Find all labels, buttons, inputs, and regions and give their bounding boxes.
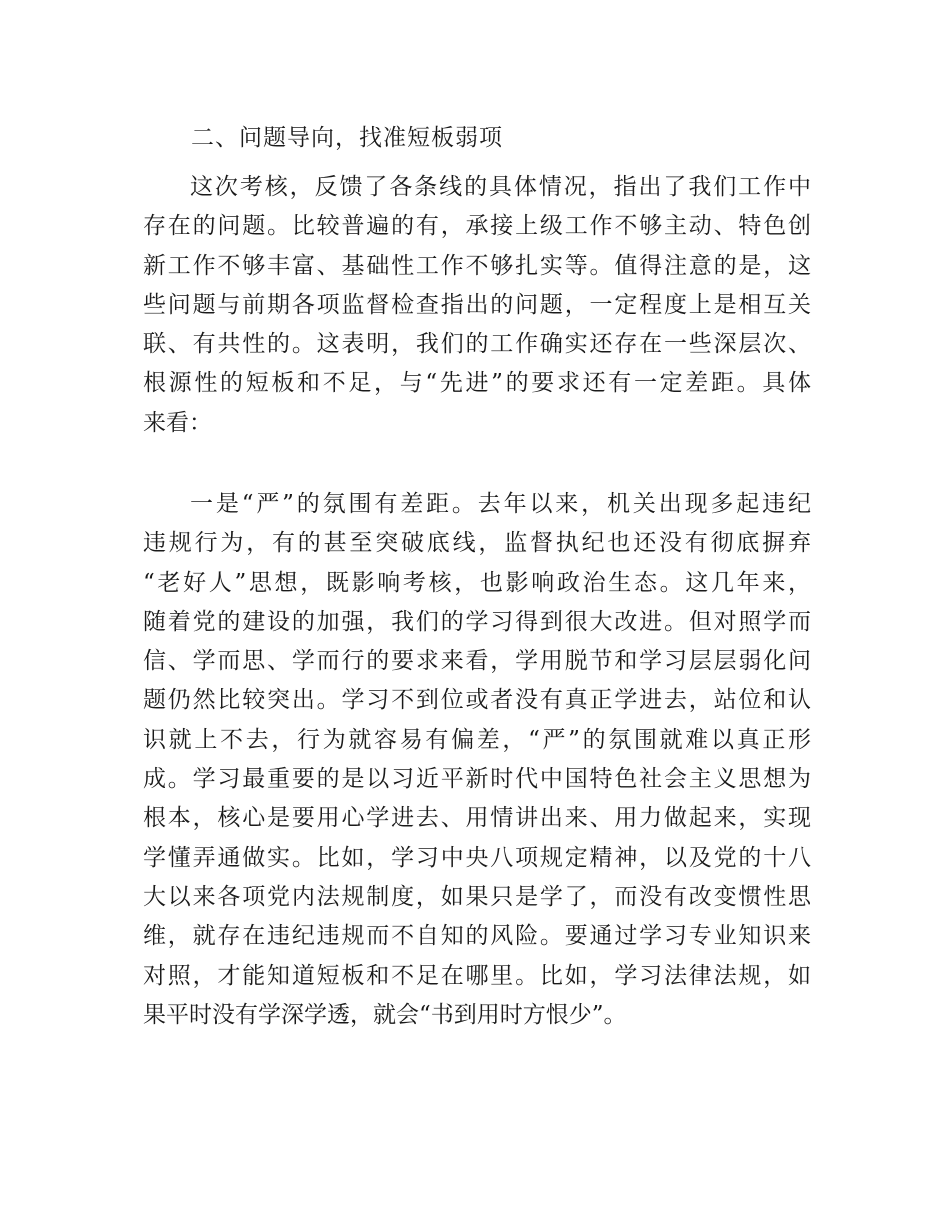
- section-heading: 二、问题导向，找准短板弱项: [191, 125, 503, 151]
- paragraph-line: 信、学而思、学而行的要求来看，学用脱节和学习层层弱化问: [143, 648, 811, 675]
- paragraph-line: 识就上不去，行为就容易有偏差，“严”的氛围就难以真正形: [143, 726, 811, 753]
- paragraph-line: 学懂弄通做实。比如，学习中央八项规定精神，以及党的十八: [143, 844, 811, 871]
- paragraph-line: 根本，核心是要用心学进去、用情讲出来、用力做起来，实现: [143, 805, 811, 832]
- paragraph-line: 根源性的短板和不足，与“先进”的要求还有一定差距。具体: [143, 370, 811, 397]
- paragraph-line: 题仍然比较突出。学习不到位或者没有真正学进去，站位和认: [143, 687, 811, 714]
- paragraph-line: 些问题与前期各项监督检查指出的问题，一定程度上是相互关: [143, 291, 811, 318]
- paragraph-line: 一是“严”的氛围有差距。去年以来，机关出现多起违纪: [190, 491, 811, 517]
- paragraph-line: 成。学习最重要的是以习近平新时代中国特色社会主义思想为: [143, 766, 811, 793]
- paragraph-line: 维，就存在违纪违规而不自知的风险。要通过学习专业知识来: [143, 923, 811, 950]
- paragraph-line: 来看：: [143, 409, 212, 436]
- paragraph-1: [143, 168, 811, 443]
- paragraph-line: 大以来各项党内法规制度，如果只是学了，而没有改变惯性思: [143, 883, 811, 910]
- paragraph-line: 存在的问题。比较普遍的有，承接上级工作不够主动、特色创: [143, 213, 811, 240]
- paragraph-line: 新工作不够丰富、基础性工作不够扎实等。值得注意的是，这: [143, 252, 811, 279]
- paragraph-line: 随着党的建设的加强，我们的学习得到很大改进。但对照学而: [143, 608, 811, 635]
- paragraph-2: [143, 485, 811, 1035]
- paragraph-line: 果平时没有学深学透，就会“书到用时方恨少”。: [143, 1001, 627, 1028]
- paragraph-line: 对照，才能知道短板和不足在哪里。比如，学习法律法规，如: [143, 962, 811, 989]
- paragraph-line: 违规行为，有的甚至突破底线，监督执纪也还没有彻底摒弃: [143, 530, 811, 557]
- paragraph-line: “老好人”思想，既影响考核，也影响政治生态。这几年来，: [143, 569, 811, 596]
- paragraph-line: 这次考核，反馈了各条线的具体情况，指出了我们工作中: [190, 174, 811, 200]
- paragraph-line: 联、有共性的。这表明，我们的工作确实还存在一些深层次、: [143, 331, 811, 358]
